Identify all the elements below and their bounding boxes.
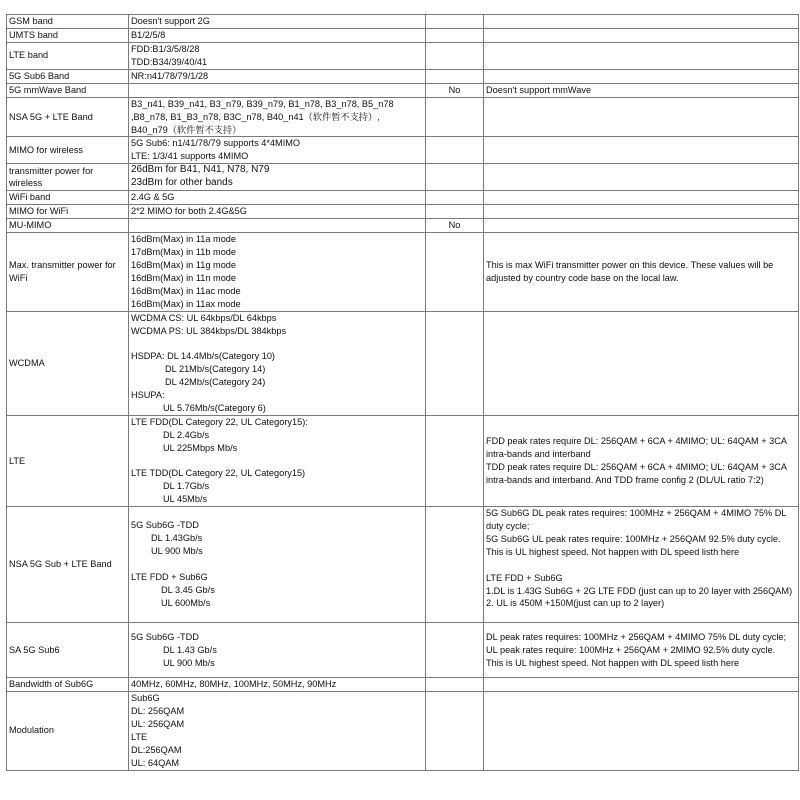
table-row (7, 219, 799, 233)
row-value: 2*2 MIMO for both 2.4G&5G (129, 205, 426, 219)
spec-table (6, 14, 799, 771)
row-support (426, 205, 484, 219)
row-note (484, 219, 799, 233)
row-label: NSA 5G + LTE Band (7, 97, 129, 137)
row-label: MU-MIMO (7, 219, 129, 233)
row-note (484, 692, 799, 770)
row-support (426, 15, 484, 29)
row-label: Bandwidth of Sub6G (7, 678, 129, 692)
row-support (426, 164, 484, 191)
row-value: Doesn't support 2G (129, 15, 426, 29)
row-note (484, 164, 799, 191)
row-note (484, 97, 799, 137)
row-note: 5G Sub6G DL peak rates requires: 100MHz + 256QAM + 4MIMO 75% DL duty cycle; 5G Sub6G UL peak rates require: 100MHz + 256QAM 92.5% duty cycle. This is UL highest speed. Not happen with DL speed listh here LTE FDD + Sub6G 1.DL is 1.43G Sub6G + 2G LTE FDD (just can up to 20 layer with 256QAM) 2. UL is 450M +150M(just can up to 2 layer) (484, 507, 799, 623)
row-value: B1/2/5/8 (129, 29, 426, 43)
row-label: transmitter power for wireless (7, 164, 129, 191)
row-value: 26dBm for B41, N41, N78, N79 23dBm for other bands (129, 164, 426, 191)
table-row (7, 678, 799, 692)
row-support (426, 137, 484, 164)
table-row (7, 137, 799, 164)
row-support: No (426, 219, 484, 233)
row-note (484, 69, 799, 83)
table-row (7, 311, 799, 415)
row-note (484, 311, 799, 415)
row-support (426, 29, 484, 43)
row-note (484, 678, 799, 692)
row-label: GSM band (7, 15, 129, 29)
row-value: LTE FDD(DL Category 22, UL Category15): DL 2.4Gb/s UL 225Mbps Mb/s LTE TDD(DL Category 22, UL Category15) DL 1.7Gb/s UL 45Mb/s (129, 415, 426, 506)
row-label: WiFi band (7, 191, 129, 205)
row-value: FDD:B1/3/5/8/28 TDD:B34/39/40/41 (129, 42, 426, 69)
table-row (7, 83, 799, 97)
table-row (7, 15, 799, 29)
row-support (426, 311, 484, 415)
table-row (7, 191, 799, 205)
row-value (129, 83, 426, 97)
table-row (7, 205, 799, 219)
row-support (426, 507, 484, 623)
row-label: SA 5G Sub6 (7, 623, 129, 678)
table-row (7, 69, 799, 83)
row-support (426, 42, 484, 69)
row-value: 16dBm(Max) in 11a mode 17dBm(Max) in 11b mode 16dBm(Max) in 11g mode 16dBm(Max) in 11n mode 16dBm(Max) in 11ac mode 16dBm(Max) in 11ax mode (129, 233, 426, 311)
row-note: DL peak rates requires: 100MHz + 256QAM + 4MIMO 75% DL duty cycle; UL peak rates require: 100MHz + 256QAM + 2MIMO 92.5% duty cycle. This is UL highest speed. Not happen with DL speed listh here (484, 623, 799, 678)
table-row (7, 29, 799, 43)
row-note: Doesn't support mmWave (484, 83, 799, 97)
row-value: Sub6G DL: 256QAM UL: 256QAM LTE DL:256QAM UL: 64QAM (129, 692, 426, 770)
table-row (7, 623, 799, 678)
row-value: 5G Sub6G -TDD DL 1.43Gb/s UL 900 Mb/s LTE FDD + Sub6G DL 3.45 Gb/s UL 600Mb/s (129, 507, 426, 623)
row-label: LTE band (7, 42, 129, 69)
row-note: This is max WiFi transmitter power on this device. These values will be adjusted by country code base on the local law. (484, 233, 799, 311)
row-label: MIMO for wireless (7, 137, 129, 164)
table-row (7, 415, 799, 506)
row-value: 40MHz, 60MHz, 80MHz, 100MHz, 50MHz, 90MHz (129, 678, 426, 692)
table-row (7, 97, 799, 137)
table-row (7, 42, 799, 69)
row-value: WCDMA CS: UL 64kbps/DL 64kbps WCDMA PS: UL 384kbps/DL 384kbps HSDPA: DL 14.4Mb/s(Category 10) DL 21Mb/s(Category 14) DL 42Mb/s(Category 24) HSUPA: UL 5.76Mb/s(Category 6) (129, 311, 426, 415)
row-note (484, 29, 799, 43)
row-label: MIMO for WiFi (7, 205, 129, 219)
row-support (426, 415, 484, 506)
row-label: Modulation (7, 692, 129, 770)
row-note (484, 205, 799, 219)
row-value: 2.4G & 5G (129, 191, 426, 205)
row-value: NR:n41/78/79/1/28 (129, 69, 426, 83)
table-row (7, 233, 799, 311)
row-support (426, 97, 484, 137)
table-row (7, 164, 799, 191)
row-label: Max. transmitter power for WiFi (7, 233, 129, 311)
row-note (484, 191, 799, 205)
row-label: NSA 5G Sub + LTE Band (7, 507, 129, 623)
row-label: LTE (7, 415, 129, 506)
row-label: 5G Sub6 Band (7, 69, 129, 83)
row-label: UMTS band (7, 29, 129, 43)
row-note (484, 137, 799, 164)
row-value: B3_n41, B39_n41, B3_n79, B39_n79, B1_n78, B3_n78, B5_n78 ,B8_n78, B1_B3_n78, B3C_n78, B40_n41（软件暂不支持）, B40_n79（软件暂不支持） (129, 97, 426, 137)
row-note (484, 15, 799, 29)
row-value (129, 219, 426, 233)
row-support (426, 692, 484, 770)
row-label: WCDMA (7, 311, 129, 415)
row-support (426, 623, 484, 678)
row-value: 5G Sub6G -TDD DL 1.43 Gb/s UL 900 Mb/s (129, 623, 426, 678)
row-value: 5G Sub6: n1/41/78/79 supports 4*4MIMO LTE: 1/3/41 supports 4MIMO (129, 137, 426, 164)
table-row (7, 692, 799, 770)
row-support (426, 69, 484, 83)
table-row (7, 507, 799, 623)
row-note: FDD peak rates require DL: 256QAM + 6CA + 4MIMO; UL: 64QAM + 3CA intra-bands and interband TDD peak rates require DL: 256QAM + 6CA + 4MIMO; UL: 64QAM + 3CA intra-bands and interband. And TDD frame config 2 (DL/UL ratio 7:2) (484, 415, 799, 506)
row-support (426, 191, 484, 205)
row-label: 5G mmWave Band (7, 83, 129, 97)
row-support (426, 678, 484, 692)
row-support: No (426, 83, 484, 97)
row-support (426, 233, 484, 311)
row-note (484, 42, 799, 69)
